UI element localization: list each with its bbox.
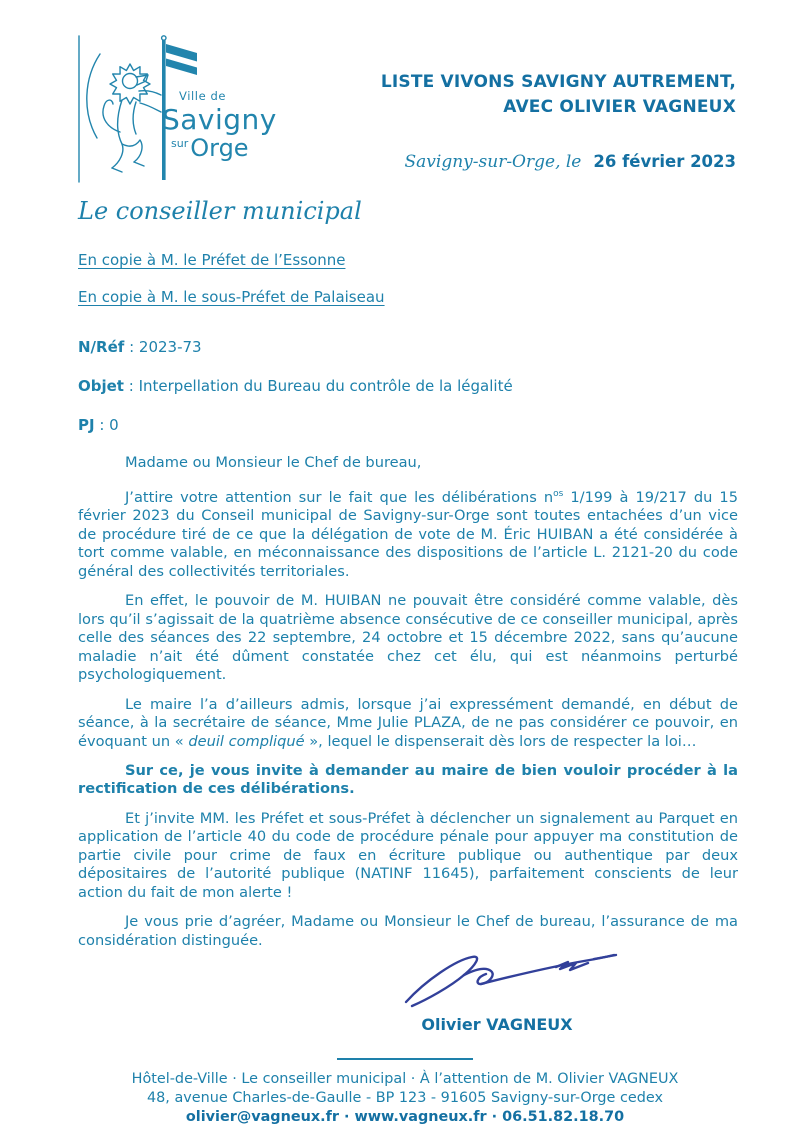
paragraph-closing: Je vous prie d’agréer, Madame ou Monsieur le Chef de bureau, l’assurance de ma considération distinguée. (78, 912, 738, 949)
letter-footer (0, 1070, 810, 1126)
paragraph-maire-post: », lequel le dispenserait dès lors de respecter la loi… (304, 732, 697, 750)
logo-city-subname (171, 133, 277, 162)
paragraph-deliberations (78, 489, 738, 582)
paragraph-pouvoir: En effet, le pouvoir de M. HUIBAN ne pouvait être considéré comme valable, dès lors qu’il s’agissait de la quatrième absence consécutive de ce conseiller municipal, après celle des séances des 22 septembre, 24 octobre et 15 décembre 2022, sans qu’aucune maladie n’ait été dûment constatée chez cet élu, qui est néanmoins perturbé psychologiquement. (78, 592, 738, 684)
paragraph-signalement: Et j’invite MM. les Préfet et sous-Préfet à déclencher un signalement au Parquet en application de l’article 40 du code de procédure pénale pour appuyer ma constitution de partie civile pour crime de faux en écriture publique ou authentique par deux dépositaires de l’autorité publique (NATINF 11645), parfaitement conscients de leur action du fait de mon alerte ! (78, 809, 738, 901)
handwritten-signature (398, 946, 638, 1014)
dateline-place: Savigny-sur-Orge, le (404, 152, 582, 172)
paragraph-maire-pre: Le maire l’a d’ailleurs admis, lorsque j’ai expressément demandé, en début de séance, à la secrétaire de séance, Mme Julie PLAZA, de ne pas considérer ce pouvoir, en évoquant un « (78, 695, 738, 750)
objet-label: Objet (78, 377, 124, 395)
reference-row-objet (78, 377, 513, 395)
nref-label: N/Réf (78, 338, 125, 356)
reference-row-nref (78, 338, 513, 356)
footer-address-line1: Hôtel-de-Ville · Le conseiller municipal · À l’attention de M. Olivier VAGNEUX (131, 1071, 679, 1087)
sender-list-title-line2: AVEC OLIVIER VAGNEUX (503, 97, 736, 117)
pj-value: : 0 (99, 416, 119, 434)
letter-body (78, 454, 738, 961)
signatory-name: Olivier VAGNEUX (421, 1015, 573, 1034)
paragraph-deliberations-text: J’attire votre attention sur le fait que les délibérations n (125, 488, 554, 506)
quoted-phrase: deuil compliqué (188, 732, 305, 750)
salutation: Madame ou Monsieur le Chef de bureau, (125, 454, 422, 471)
copy-line-prefet: En copie à M. le Préfet de l’Essonne (78, 251, 346, 269)
pj-label: PJ (78, 416, 95, 434)
sender-list-title (381, 70, 736, 120)
reference-row-pj (78, 416, 513, 434)
shield-arc (87, 54, 100, 138)
dateline-date: 26 février 2023 (593, 152, 736, 171)
copy-line-sous-prefet: En copie à M. le sous-Préfet de Palaiseau (78, 288, 385, 306)
city-logo (76, 34, 376, 184)
logo-orge: Orge (190, 133, 249, 162)
nref-value: : 2023-73 (129, 338, 202, 356)
superscript-os: os (553, 488, 564, 499)
logo-sur-prefix: sur (171, 136, 189, 150)
paragraph-deliberations-rest: 1/199 à 19/217 du 15 février 2023 du Conseil municipal de Savigny-sur-Orge sont toutes entachées d’un vice de procédure tiré de ce que la délégation de vote de M. Éric HUIBAN a été considérée à tort comme valable, en méconnaissance des dispositions de l’article L. 2121-20 du code général des collectivités territoriales. (78, 488, 738, 580)
footer-divider (337, 1058, 473, 1060)
copy-recipients (78, 251, 385, 325)
dateline (405, 152, 736, 172)
sender-role-title: Le conseiller municipal (78, 197, 362, 225)
footer-address-line2: 48, avenue Charles-de-Gaulle - BP 123 - 91605 Savigny-sur-Orge cedex (147, 1089, 663, 1106)
paragraph-invitation: Sur ce, je vous invite à demander au maire de bien vouloir procéder à la rectification de ces délibérations. (78, 761, 738, 798)
footer-contact-line: olivier@vagneux.fr · www.vagneux.fr · 06.51.82.18.70 (185, 1108, 625, 1125)
logo-city-name: Savigny (162, 102, 277, 136)
reference-block (78, 338, 513, 455)
sender-list-title-line1: LISTE VIVONS SAVIGNY AUTREMENT, (380, 72, 736, 92)
paragraph-maire (78, 696, 738, 752)
lion-icon (103, 64, 161, 172)
logo-city-prefix: Ville de (179, 89, 227, 103)
objet-value: : Interpellation du Bureau du contrôle de la légalité (128, 377, 513, 395)
city-logo-wordmark (162, 91, 277, 160)
